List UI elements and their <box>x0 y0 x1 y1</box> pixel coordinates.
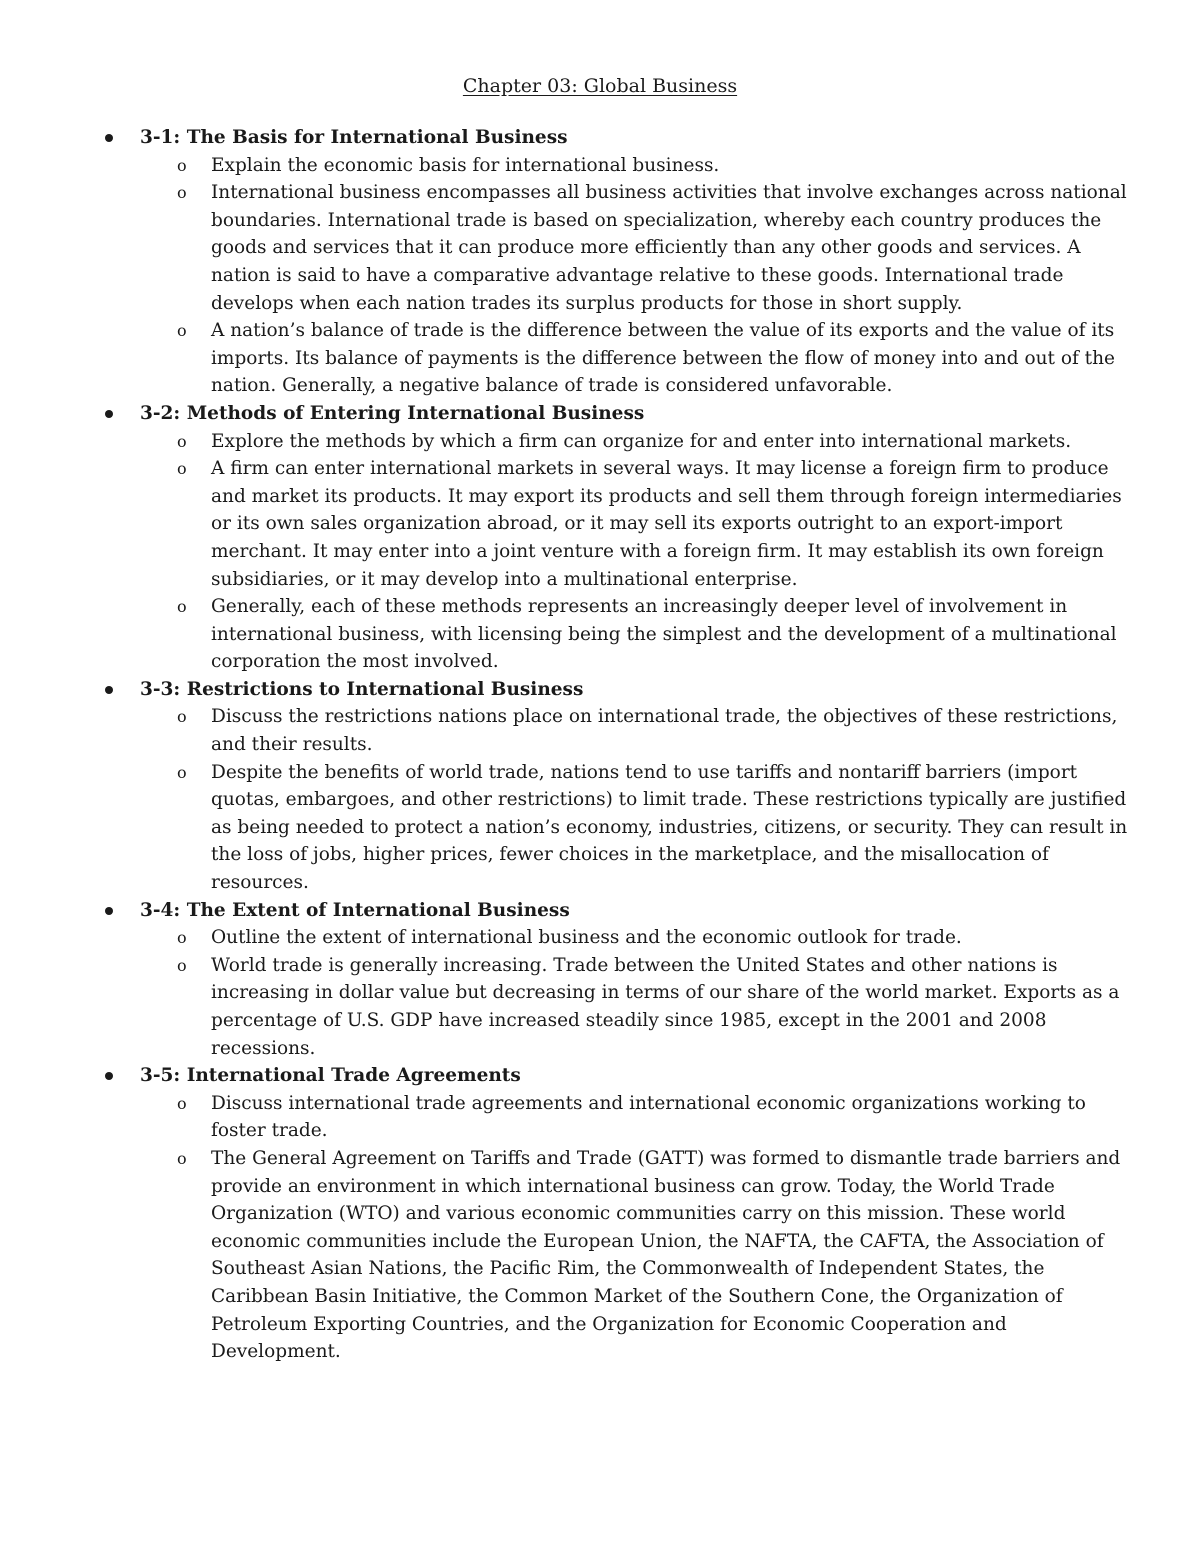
section-heading <box>0 1062 1200 1090</box>
list-item-text: World trade is generally increasing. Trade between the United States and other nations is increasing in dollar value but decreasing in terms of our share of the world market. Exports as a percentage of U.S. GDP have increased steadily since 1985, except in the 2001 and 2008 recessions. <box>211 954 1120 1059</box>
outline-section <box>0 124 1200 400</box>
bullet-dot-icon <box>105 686 113 694</box>
sub-bullet-icon: o <box>177 459 187 479</box>
sub-bullet-icon: o <box>177 955 187 975</box>
list-item <box>0 1090 1200 1145</box>
sub-bullet-icon: o <box>177 928 187 948</box>
sub-bullet-icon: o <box>177 707 187 727</box>
outline-section <box>0 400 1200 676</box>
list-item-text: A firm can enter international markets in several ways. It may license a foreign firm to produce and market its products. It may export its products and sell them through foreign intermediaries or its own sales organization abroad, or it may sell its exports outright to an export-import merchant. It may enter into a joint venture with a foreign firm. It may establish its own foreign subsidiaries, or it may develop into a multinational enterprise. <box>211 458 1122 590</box>
outline-section <box>0 897 1200 1063</box>
sub-bullet-icon: o <box>177 183 187 203</box>
bullet-dot-icon <box>105 410 113 418</box>
list-item <box>0 1145 1200 1366</box>
list-item <box>0 759 1200 897</box>
list-item <box>0 152 1200 180</box>
list-item-text: Outline the extent of international business and the economic outlook for trade. <box>211 927 962 949</box>
list-item <box>0 924 1200 952</box>
list-item-text: Discuss the restrictions nations place on international trade, the objectives of these restrictions, and their results. <box>211 706 1118 756</box>
section-heading-text: 3-5: International Trade Agreements <box>140 1065 521 1087</box>
outline-section <box>0 676 1200 897</box>
sub-bullet-icon: o <box>177 597 187 617</box>
list-item-text: Generally, each of these methods represents an increasingly deeper level of involvement in international business, with licensing being the simplest and the development of a multinational corporation the most involved. <box>211 596 1117 673</box>
section-heading <box>0 124 1200 152</box>
list-item-text: Explain the economic basis for international business. <box>211 154 720 176</box>
sub-bullet-icon: o <box>177 431 187 451</box>
section-heading <box>0 676 1200 704</box>
section-heading-text: 3-4: The Extent of International Business <box>140 899 570 921</box>
sub-bullet-icon: o <box>177 155 187 175</box>
section-heading-text: 3-2: Methods of Entering International Business <box>140 402 645 424</box>
list-item <box>0 317 1200 400</box>
section-heading <box>0 897 1200 925</box>
bullet-dot-icon <box>105 1072 113 1080</box>
list-item-text: Explore the methods by which a firm can organize for and enter into international markets. <box>211 430 1072 452</box>
list-item <box>0 703 1200 758</box>
bullet-dot-icon <box>105 134 113 142</box>
outline-section <box>0 1062 1200 1366</box>
list-item-text: A nation’s balance of trade is the difference between the value of its exports and the value of its imports. Its balance of payments is the difference between the flow of money into and out of the nation. Generally, a negative balance of trade is considered unfavorable. <box>211 320 1115 397</box>
list-item-text: The General Agreement on Tariffs and Trade (GATT) was formed to dismantle trade barriers and provide an environment in which international business can grow. Today, the World Trade Organization (WTO) and various economic communities carry on this mission. These world economic communities include the European Union, the NAFTA, the CAFTA, the Association of Southeast Asian Nations, the Pacific Rim, the Commonwealth of Independent States, the Caribbean Basin Initiative, the Common Market of the Southern Cone, the Organization of Petroleum Exporting Countries, and the Organization for Economic Cooperation and Development. <box>211 1147 1121 1363</box>
sub-bullet-icon: o <box>177 321 187 341</box>
section-heading-text: 3-1: The Basis for International Business <box>140 127 568 148</box>
bullet-dot-icon <box>105 907 113 915</box>
list-item <box>0 179 1200 317</box>
list-item <box>0 428 1200 456</box>
page-title: Chapter 03: Global Business <box>462 75 738 97</box>
list-item-text: International business encompasses all business activities that involve exchanges across national boundaries. International trade is based on specialization, whereby each country produces the goods and services that it can produce more efficiently than any other goods and services. A nation is said to have a comparative advantage relative to these goods. International trade develops when each nation trades its surplus products for those in short supply. <box>211 182 1127 314</box>
section-heading-text: 3-3: Restrictions to International Business <box>140 678 584 700</box>
sub-bullet-icon: o <box>177 1148 187 1168</box>
sub-bullet-icon: o <box>177 762 187 782</box>
section-heading <box>0 400 1200 428</box>
list-item <box>0 593 1200 676</box>
list-item-text: Discuss international trade agreements and international economic organizations working to foster trade. <box>211 1092 1086 1142</box>
list-item <box>0 455 1200 593</box>
outline-list <box>0 124 1200 1366</box>
sub-bullet-icon: o <box>177 1093 187 1113</box>
list-item-text: Despite the benefits of world trade, nations tend to use tariffs and nontariff barriers (import quotas, embargoes, and other restrictions) to limit trade. These restrictions typically are justified as being needed to protect a nation’s economy, industries, citizens, or security. They can result in the loss of jobs, higher prices, fewer choices in the marketplace, and the misallocation of resources. <box>211 761 1128 894</box>
list-item <box>0 952 1200 1062</box>
